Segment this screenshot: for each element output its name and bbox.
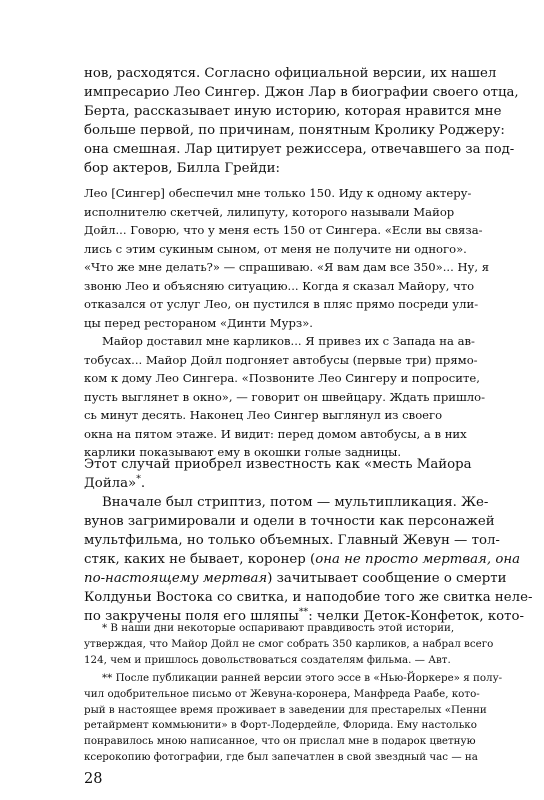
footnote-line: утверждая, что Майор Дойл не смог собрать 350 карликов, а набрал всего bbox=[84, 637, 494, 650]
quote-line: исполнителю скетчей, лилипуту, которого называли Майор bbox=[84, 204, 455, 219]
text-line bbox=[84, 569, 507, 588]
footnote-marker: ** bbox=[298, 606, 309, 618]
block-quote bbox=[84, 184, 490, 462]
quote-line: Майор доставил мне карликов... Я привез их с Запада на ав- bbox=[102, 334, 475, 348]
footnote-marker: * bbox=[136, 473, 141, 485]
quote-line: сь минут десять. Наконец Лео Сингер выглянул из своего bbox=[84, 408, 443, 422]
text-line: Вначале был стриптиз, потом — мультипликация. Же- bbox=[102, 495, 489, 510]
quote-line: карлики показывают ему в окошки голые задницы. bbox=[84, 445, 402, 459]
text-line: больше первой, по причинам, понятным Кролику Роджеру: bbox=[84, 123, 505, 138]
text-line: бор актеров, Билла Грейди: bbox=[84, 161, 280, 176]
text-fragment: Дойла» bbox=[84, 476, 137, 491]
quote-line: окна на пятом этаже. И видит: перед домом автобусы, а в них bbox=[84, 426, 467, 441]
text-fragment: . bbox=[140, 476, 146, 491]
quote-line: пусть выглянет в окно», — говорит он швейцару. Ждать пришло- bbox=[84, 389, 486, 404]
body-paragraph-middle bbox=[84, 455, 533, 626]
text-line: Этот случай приобрел известность как «месть Майора bbox=[84, 457, 472, 472]
text-fragment: стяк, каких не бывает, коронер ( bbox=[84, 552, 316, 567]
footnote-line: ретайрмент коммьюнити» в Форт-Лодердейле, Флорида. Ему настолько bbox=[84, 719, 477, 732]
footnote-line: * В наши дни некоторые оспаривают правдивость этой истории, bbox=[102, 622, 455, 634]
footnote-1 bbox=[84, 621, 494, 668]
italic-text: по-настоящему мертвая bbox=[84, 571, 268, 586]
text-line bbox=[84, 550, 521, 569]
italic-text: она не просто мертвая, она bbox=[315, 552, 521, 567]
quote-line: цы перед рестораном «Динти Мурз». bbox=[84, 315, 313, 330]
text-line bbox=[84, 474, 474, 493]
text-line: мультфильма, но только объемных. Главный Жевун — тол- bbox=[84, 533, 500, 548]
text-line: Берта, рассказывает иную историю, которая нравится мне bbox=[84, 104, 502, 119]
text-line: импресарио Лео Сингер. Джон Лар в биографии своего отца, bbox=[84, 85, 519, 100]
quote-line: Лео [Сингер] обеспечил мне только 150. Иду к одному актеру- bbox=[84, 186, 472, 200]
text-fragment: : челки Деток-Конфеток, кото- bbox=[308, 609, 524, 624]
text-line: она смешная. Лар цитирует режиссера, отвечавшего за под- bbox=[84, 142, 515, 157]
quote-line: тобусах... Майор Дойл подгоняет автобусы (первые три) прямо- bbox=[84, 352, 478, 367]
quote-line: ком к дому Лео Сингера. «Позвоните Лео Сингеру и попросите, bbox=[84, 371, 480, 385]
footnote-line: ** После публикации ранней версии этого эссе в «Нью-Йоркере» я полу- bbox=[102, 672, 503, 684]
footnote-line: рый в настоящее время проживает в заведении для престарелых «Пенни bbox=[84, 703, 487, 716]
text-line: вунов загримировали и одели в точности как персонажей bbox=[84, 514, 495, 529]
quote-line: «Что же мне делать?» — спрашиваю. «Я вам дам все 350»... Ну, я bbox=[84, 260, 490, 274]
footnote-line: 124, чем и пришлось довольствоваться создателям фильма. — Авт. bbox=[84, 653, 451, 666]
quote-line: Дойл... Говорю, что у меня есть 150 от Сингера. «Если вы связа- bbox=[84, 223, 483, 237]
footnote-line: чил одобрительное письмо от Жевуна-коронера, Манфреда Раабе, кото- bbox=[84, 687, 480, 700]
quote-line: лись с этим сукиным сыном, от меня не получите ни одного». bbox=[84, 241, 467, 256]
text-fragment: по закручены поля его шляпы bbox=[84, 609, 299, 624]
quote-line: звоню Лео и объясняю ситуацию... Когда я сказал Майору, что bbox=[84, 278, 475, 293]
text-line: Колдуньи Востока со свитка, и наподобие того же свитка неле- bbox=[84, 590, 533, 605]
body-paragraph-top bbox=[84, 64, 519, 178]
footnote-line: ксерокопию фотографии, где был запечатлен в свой звездный час — на bbox=[84, 750, 478, 763]
quote-line: отказался от услуг Лео, он пустился в пляс прямо посреди ули- bbox=[84, 297, 479, 311]
text-fragment: ) зачитывает сообщение о смерти bbox=[267, 571, 507, 586]
page-number: 28 bbox=[84, 771, 103, 787]
footnote-2 bbox=[84, 671, 503, 766]
footnote-line: понравилось мною написанное, что он прислал мне в подарок цветную bbox=[84, 735, 476, 748]
text-line: нов, расходятся. Согласно официальной версии, их нашел bbox=[84, 66, 497, 81]
